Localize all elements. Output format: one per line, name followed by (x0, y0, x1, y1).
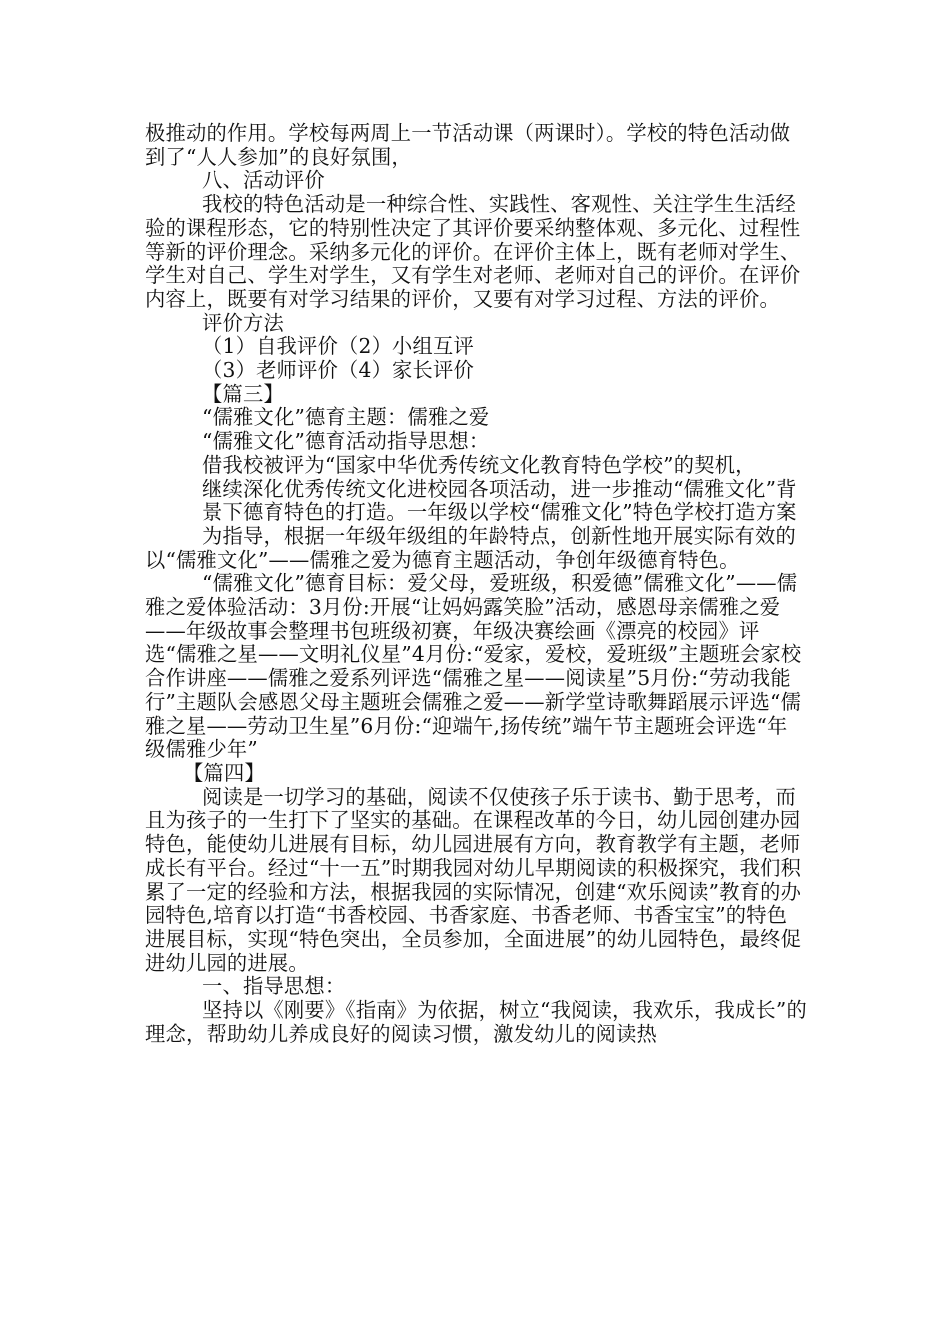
paragraph: 借我校被评为“国家中华优秀传统文化教育特色学校”的契机， (202, 452, 756, 477)
paragraph: “儒雅文化”德育主题：儒雅之爱 (202, 405, 490, 430)
section-heading: 八、活动评价 (202, 168, 325, 193)
document-page (145, 122, 807, 1046)
paragraph: 阅读是一切学习的基础，阅读不仅使孩子乐于读书、勤于思考，而且为孩子的一生打下了坚实的基础。在课程改革的今日，幼儿园创建办园特色，能使幼儿进展有目标，幼儿园进展有方向，教育教学有主题，老师成长有平台。经过“十一五”时期我园对幼儿早期阅读的积极探究，我们积累了一定的经验和方法，根据我园的实际情况，创建“欢乐阅读”教育的办园特色,培育以打造“书香校园、书香家庭、书香老师、书香宝宝”的特色进展目标，实现“特色突出，全员参加，全面进展”的幼儿园特色，最终促进幼儿园的进展。 (145, 784, 802, 975)
paragraph: 继续深化优秀传统文化进校园各项活动，进一步推动“儒雅文化”背 (202, 476, 797, 501)
paragraph: 极推动的作用。学校每两周上一节活动课（两课时）。学校的特色活动做到了“人人参加”的良好氛围， (145, 121, 791, 169)
paragraph: “儒雅文化”德育活动指导思想： (202, 429, 490, 454)
paragraph: 景下德育特色的打造。一年级以学校“儒雅文化”特色学校打造方案 (202, 500, 797, 525)
paragraph: 为指导，根据一年级年级组的年龄特点，创新性地开展实际有效的以“儒雅文化”——儒雅之爱为德育主题活动，争创年级德育特色。 (145, 523, 796, 572)
chapter-heading: 【篇三】 (202, 381, 284, 406)
paragraph: 我校的特色活动是一种综合性、实践性、客观性、关注学生生活经验的课程形态，它的特别性决定了其评价要采纳整体观、多元化、过程性等新的评价理念。采纳多元化的评价。在评价主体上，既有老师对学生、学生对自己、学生对学生，又有学生对老师、老师对自己的评价。在评价内容上，既要有对学习结果的评价，又要有对学习过程、方法的评价。 (145, 192, 801, 311)
chapter-heading: 【篇四】 (183, 760, 265, 785)
section-heading: 一、指导思想： (202, 974, 346, 999)
paragraph: “儒雅文化”德育目标：爱父母，爱班级，积爱德”儒雅文化”——儒雅之爱体验活动：3月份:开展“让妈妈露笑脸”活动，感恩母亲儒雅之爱——年级故事会整理书包班级初赛，年级决赛绘画《漂亮的校园》评选“儒雅之星——文明礼仪星”4月份:“爱家，爱校，爱班级”主题班会家校合作讲座——儒雅之爱系列评选“儒雅之星——阅读星”5月份:“劳动我能行”主题队会感恩父母主题班会儒雅之爱——新学堂诗歌舞蹈展示评选“儒雅之星——劳动卫生星”6月份:“迎端午,扬传统”端午节主题班会评选“年级儒雅少年” (145, 571, 802, 762)
paragraph: 坚持以《刚要》《指南》为依据，树立“我阅读，我欢乐，我成长”的理念，帮助幼儿养成良好的阅读习惯，激发幼儿的阅读热 (145, 998, 807, 1046)
list-item: （1）自我评价（2）小组互评 (202, 334, 474, 359)
list-item: （3）老师评价（4）家长评价 (202, 358, 474, 383)
subheading: 评价方法 (202, 310, 284, 335)
